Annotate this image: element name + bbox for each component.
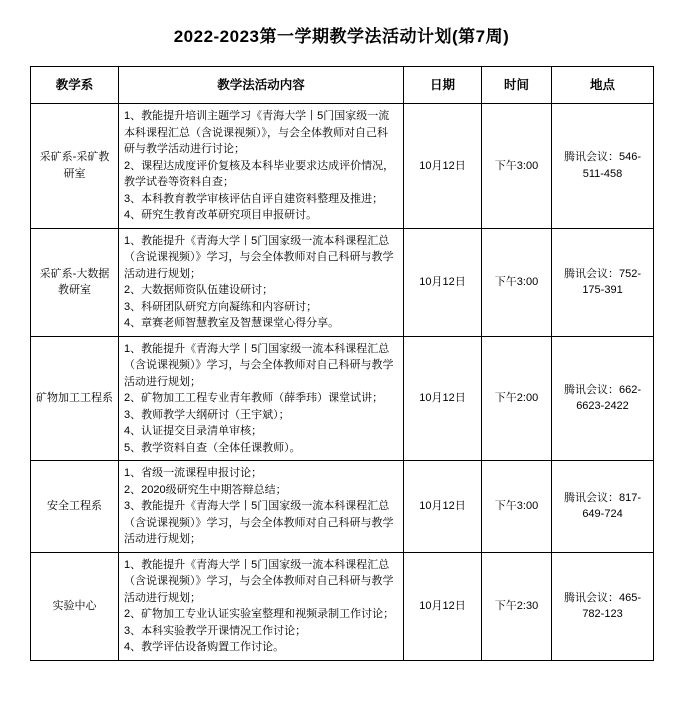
content-line: 5、教学资料自查（全体任课教师）。 (124, 441, 301, 454)
table-row (31, 228, 654, 336)
content-line: 4、章赛老师智慧教室及智慧课堂心得分享。 (124, 317, 340, 330)
cell-place: 腾讯会议：546-511-458 (552, 104, 654, 229)
content-line: 4、认证提交目录清单审核； (124, 425, 263, 438)
cell-time: 下午2:00 (482, 336, 552, 461)
cell-department: 实验中心 (31, 552, 119, 660)
cell-time: 下午3:00 (482, 461, 552, 553)
cell-content (119, 228, 404, 336)
cell-content (119, 461, 404, 553)
column-header-date: 日期 (404, 67, 482, 104)
content-line: 1、教能提升《青海大学丨5门国家级一流本科课程汇总（含说课视频）》学习，与会全体教师对自己科研与教学活动进行规划； (124, 234, 394, 280)
cell-date: 10月12日 (404, 461, 482, 553)
content-line: 3、本科教育教学审核评估自评自建资料整理及推进； (124, 192, 384, 205)
column-header-department: 教学系 (31, 67, 119, 104)
cell-department: 安全工程系 (31, 461, 119, 553)
cell-date: 10月12日 (404, 336, 482, 461)
content-line: 3、教师教学大纲研讨（王宇斌）； (124, 408, 290, 421)
cell-date: 10月12日 (404, 552, 482, 660)
cell-department: 采矿系-采矿教研室 (31, 104, 119, 229)
cell-date: 10月12日 (404, 228, 482, 336)
table-row (31, 104, 654, 229)
cell-date: 10月12日 (404, 104, 482, 229)
cell-time: 下午3:00 (482, 104, 552, 229)
cell-content (119, 104, 404, 229)
table-row (31, 461, 654, 553)
page-title: 2022-2023第一学期教学法活动计划(第7周) (173, 27, 510, 46)
content-line: 1、教能提升《青海大学丨5门国家级一流本科课程汇总（含说课视频）》学习，与会全体教师对自己科研与教学活动进行规划； (124, 558, 394, 604)
cell-place: 腾讯会议：817-649-724 (552, 461, 654, 553)
column-header-place: 地点 (552, 67, 654, 104)
content-line: 1、教能提升《青海大学丨5门国家级一流本科课程汇总（含说课视频）》学习，与会全体教师对自己科研与教学活动进行规划； (124, 342, 394, 388)
content-line: 4、教学评估设备购置工作讨论。 (124, 641, 285, 654)
teaching-plan-table (30, 66, 654, 661)
table-row (31, 336, 654, 461)
cell-content (119, 336, 404, 461)
content-line: 3、教能提升《青海大学丨5门国家级一流本科课程汇总（含说课视频）》学习，与会全体教师对自己科研与教学活动进行规划； (124, 500, 394, 546)
content-line: 2、矿物加工专业认证实验室整理和视频录制工作讨论； (124, 608, 395, 621)
cell-time: 下午3:00 (482, 228, 552, 336)
table-row (31, 552, 654, 660)
cell-time: 下午2:30 (482, 552, 552, 660)
cell-content (119, 552, 404, 660)
cell-place: 腾讯会议：752-175-391 (552, 228, 654, 336)
cell-department: 矿物加工工程系 (31, 336, 119, 461)
table-header-row (31, 67, 654, 104)
column-header-time: 时间 (482, 67, 552, 104)
column-header-content: 教学法活动内容 (119, 67, 404, 104)
content-line: 4、研究生教育改革研究项目申报研讨。 (124, 209, 318, 222)
content-line: 1、省级一流课程申报讨论； (124, 467, 263, 480)
content-line: 3、科研团队研究方向凝练和内容研讨； (124, 300, 318, 313)
content-line: 1、教能提升培训主题学习《青海大学丨5门国家级一流本科课程汇总（含说课视频）》，与会全体教师对自己科研与教学活动进行讨论； (124, 110, 390, 156)
content-line: 2、课程达成度评价复核及本科毕业要求达成评价情况，教学试卷等资料自查； (124, 159, 395, 189)
content-line: 2、矿物加工工程专业青年教师（薛季玮）课堂试讲； (124, 392, 384, 405)
content-line: 2、2020级研究生中期答辩总结； (124, 483, 287, 496)
cell-department: 采矿系-大数据教研室 (31, 228, 119, 336)
content-line: 3、本科实验教学开课情况工作讨论； (124, 624, 307, 637)
content-line: 2、大数据师资队伍建设研讨； (124, 284, 274, 297)
cell-place: 腾讯会议：662-6623-2422 (552, 336, 654, 461)
table-body (31, 104, 654, 661)
cell-place: 腾讯会议：465-782-123 (552, 552, 654, 660)
